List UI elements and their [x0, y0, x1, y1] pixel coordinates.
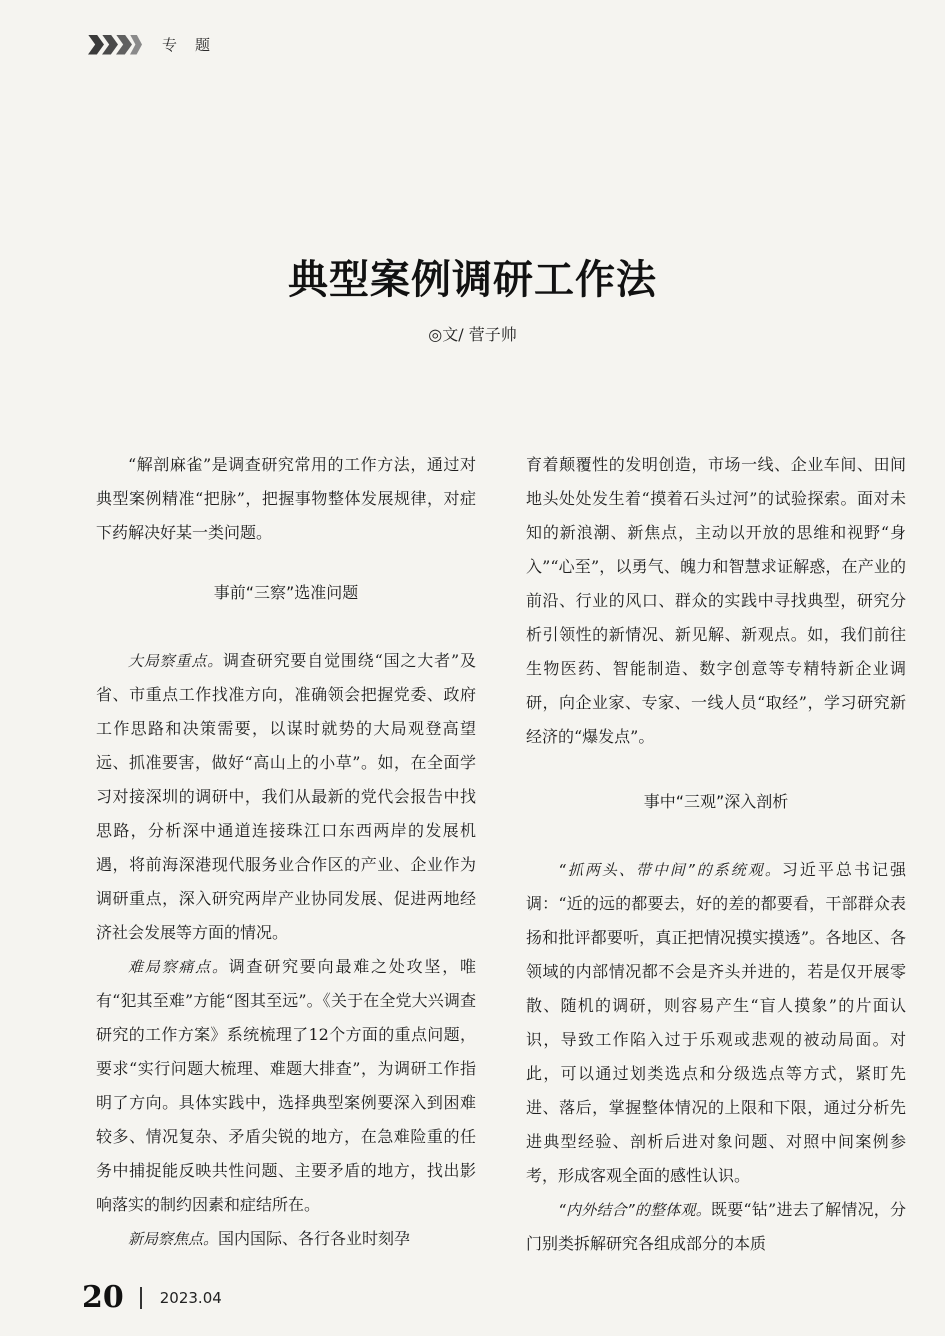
article-title: 典型案例调研工作法	[288, 257, 657, 303]
lead-phrase: “抓两头、带中间”的系统观。	[558, 861, 782, 879]
chevrons-icon	[88, 35, 140, 55]
paragraph-overall-view	[526, 1193, 906, 1261]
lead-phrase: “内外结合”的整体观。	[558, 1201, 711, 1219]
paragraph-new-focus-continued: 育着颠覆性的发明创造，市场一线、企业车间、田间地头处处发生着“摸着石头过河”的试验探索。面对未知的新浪潮、新焦点，主动以开放的思维和视野“身入”“心至”，以勇气、魄力和智慧求证解惑，在产业的前沿、行业的风口、群众的实践中寻找典型，研究分析引领性的新情况、新见解、新观点。如，我们前往生物医药、智能制造、数字创意等专精特新企业调研，向企业家、专家、一线人员“取经”，学习研究新经济的“爆发点”。	[526, 455, 906, 746]
page-number: 20	[82, 1280, 124, 1315]
lead-phrase: 大局察重点。	[128, 652, 224, 670]
page-footer	[82, 1280, 222, 1315]
intro-paragraph: “解剖麻雀”是调查研究常用的工作方法，通过对典型案例精准“把脉”，把握事物整体发展规律，对症下药解决好某一类问题。	[96, 455, 476, 542]
paragraph-difficult-points	[96, 950, 476, 1222]
issue-date: 2023.04	[159, 1288, 222, 1307]
paragraph-text: 调查研究要自觉围绕“国之大者”及省、市重点工作找准方向，准确领会把握党委、政府工作思路和决策需要，以谋时就势的大局观登高望远、抓准要害，做好“高山上的小草”。如，在全面学习对接深圳的调研中，我们从最新的党代会报告中找思路，分析深中通道连接珠江口东西两岸的发展机遇，将前海深港现代服务业合作区的产业、企业作为调研重点，深入研究两岸产业协同发展、促进两地经济社会发展等方面的情况。	[96, 651, 476, 942]
section-heading-1: 事前“三察”选准问题	[213, 583, 359, 602]
lead-phrase: 难局察痛点。	[128, 958, 229, 976]
paragraph-text: 既要“钻”进去了解情况，分门别类拆解研究各组成部分的本质	[526, 1200, 906, 1253]
paragraph-system-view	[526, 853, 906, 1193]
section-heading-2: 事中“三观”深入剖析	[643, 792, 789, 811]
article-byline: ◎文/ 菅子帅	[428, 325, 517, 344]
paragraph-new-focus-start	[96, 1222, 476, 1256]
footer-divider	[140, 1287, 142, 1309]
paragraph-text: 习近平总书记强调：“近的远的都要去，好的差的都要看，干部群众表扬和批评都要听，真正把情况摸实摸透”。各地区、各领域的内部情况都不会是齐头并进的，若是仅开展零散、随机的调研，则容易产生“盲人摸象”的片面认识，导致工作陷入过于乐观或悲观的被动局面。对此，可以通过划类选点和分级选点等方式，紧盯先进、落后，掌握整体情况的上限和下限，通过分析先进典型经验、剖析后进对象问题、对照中间案例参考，形成客观全面的感性认识。	[526, 860, 906, 1185]
right-column	[526, 448, 906, 1261]
paragraph-overall-focus	[96, 644, 476, 950]
left-column	[96, 448, 476, 1256]
paragraph-text: 国内国际、各行各业时刻孕	[218, 1229, 411, 1248]
section-label: 专题	[162, 36, 229, 54]
paragraph-text: 调查研究要向最难之处攻坚，唯有“犯其至难”方能“图其至远”。《关于在全党大兴调查研究的工作方案》系统梳理了12个方面的重点问题，要求“实行问题大梳理、难题大排查”，为调研工作指明了方向。具体实践中，选择典型案例要深入到困难较多、情况复杂、矛盾尖锐的地方，在急难险重的任务中捕捉能反映共性问题、主要矛盾的地方，找出影响落实的制约因素和症结所在。	[96, 957, 476, 1214]
lead-phrase: 新局察焦点。	[128, 1230, 219, 1248]
page-header	[88, 34, 228, 55]
